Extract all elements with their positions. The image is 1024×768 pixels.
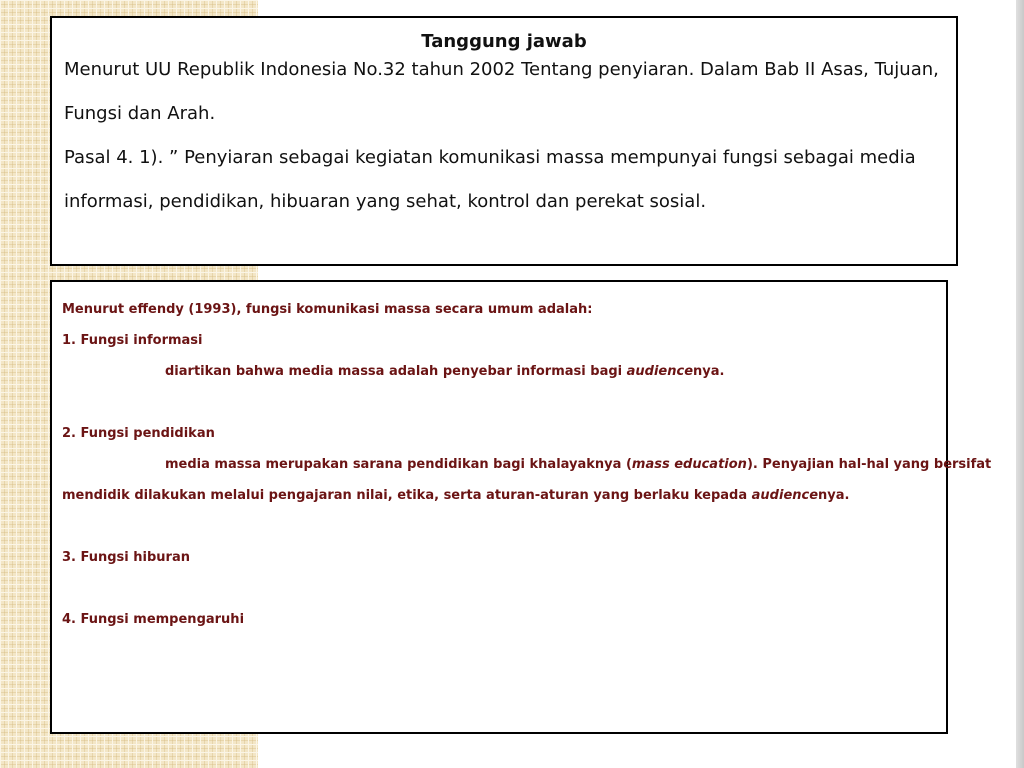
function-3-heading: 3. Fungsi hiburan: [62, 550, 190, 565]
function-1-heading: 1. Fungsi informasi: [62, 333, 203, 348]
spacer: [62, 387, 936, 418]
function-2-description-continued: mendidik dilakukan melalui pengajaran nilai, etika, serta aturan-aturan yang berlaku kepada audiencenya.: [62, 488, 850, 503]
right-edge-shadow: [1016, 0, 1024, 768]
spacer: [62, 511, 936, 542]
mass-communication-functions-box: [50, 280, 992, 734]
box-title: Tanggung jawab: [421, 31, 587, 52]
function-4-heading: 4. Fungsi mempengaruhi: [62, 612, 245, 627]
intro-text: Menurut effendy (1993), fungsi komunikasi massa secara umum adalah:: [62, 302, 593, 317]
function-1-description: diartikan bahwa media massa adalah penyebar informasi bagi audiencenya.: [165, 364, 725, 379]
spacer: [62, 573, 936, 604]
function-2-heading: 2. Fungsi pendidikan: [62, 426, 215, 441]
responsibility-textbox: [50, 16, 958, 266]
article-paragraph: Pasal 4. 1). ” Penyiaran sebagai kegiatan komunikasi massa mempunyai fungsi sebagai media informasi, pendidikan, hibuaran yang sehat, kontrol dan perekat sosial.: [64, 147, 916, 212]
function-2-description: media massa merupakan sarana pendidikan bagi khalayaknya (mass education). Penyajian hal-hal yang bersifat: [165, 457, 992, 472]
law-reference-paragraph: Menurut UU Republik Indonesia No.32 tahun 2002 Tentang penyiaran. Dalam Bab II Asas, Tujuan, Fungsi dan Arah.: [64, 59, 939, 124]
